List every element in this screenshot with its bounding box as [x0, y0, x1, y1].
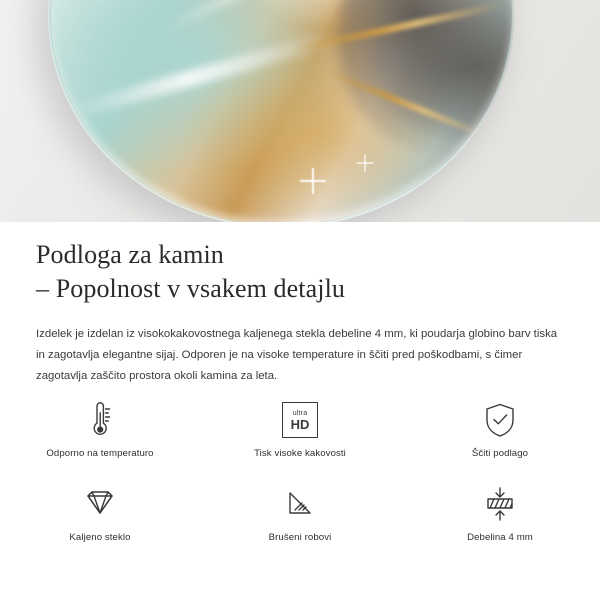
- feature-item: [400, 482, 600, 562]
- diamond-icon: [80, 482, 120, 526]
- feature-item: [0, 398, 200, 478]
- ink-streak: [70, 30, 334, 120]
- ultra-hd-badge-icon: [282, 398, 318, 442]
- badge-top-text: ultra: [292, 409, 308, 417]
- feature-label: Brušeni robovi: [268, 532, 332, 543]
- feature-grid: [0, 398, 600, 562]
- polished-edges-icon: [281, 482, 319, 526]
- feature-item: [400, 398, 600, 478]
- thermometer-icon: [81, 398, 119, 442]
- description-paragraph: Izdelek je izdelan iz visokokakovostnega kaljenega stekla debeline 4 mm, ki poudarja globino barv tiska in zagotavlja elegantne sijaj. Odporen je na visoke temperature in ščiti pred poškodbami, s čimer zagotavlja zaščito prostora okoli kamina za leta.: [36, 327, 558, 382]
- feature-item: [0, 482, 200, 562]
- feature-label: Tisk visoke kakovosti: [254, 448, 346, 459]
- page-title: [0, 222, 600, 306]
- thickness-arrows-icon: [481, 482, 519, 526]
- feature-item: [200, 482, 400, 562]
- shield-check-icon: [481, 398, 519, 442]
- feature-label: Kaljeno steklo: [69, 532, 131, 543]
- feature-label: Ščiti podlago: [471, 448, 529, 459]
- headline-line-1: Podloga za kamin: [36, 240, 224, 269]
- feature-label: Debelina 4 mm: [467, 532, 533, 543]
- feature-item: [200, 398, 400, 478]
- badge-bottom-text: HD: [290, 416, 310, 432]
- hero-image: [0, 0, 600, 222]
- headline-line-2: – Popolnost v vsakem detajlu: [36, 273, 345, 303]
- feature-label: Odporno na temperaturo: [46, 448, 154, 459]
- text-content: [0, 222, 600, 387]
